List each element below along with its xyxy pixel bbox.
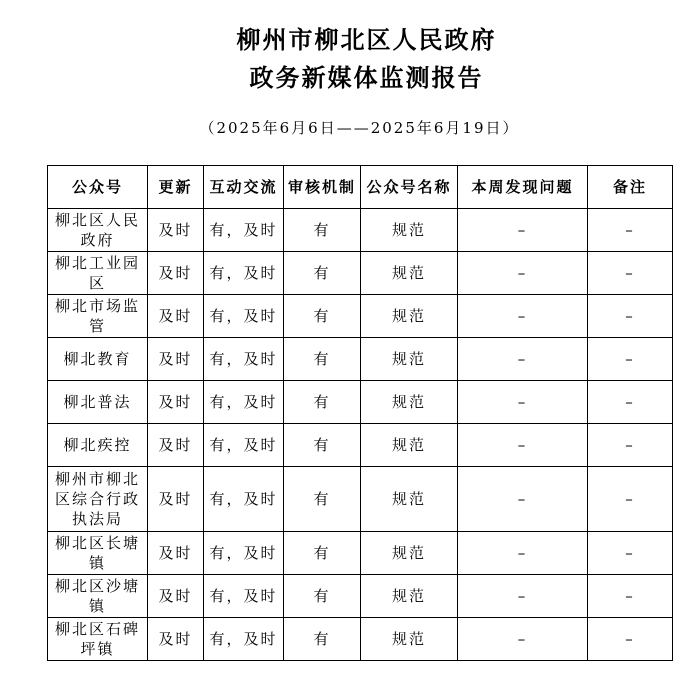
update-cell: 及时	[148, 467, 204, 532]
account-name-cell: 规范	[361, 467, 458, 532]
account-cell: 柳北疾控	[48, 424, 148, 467]
interaction-cell: 有，及时	[204, 424, 284, 467]
update-cell: 及时	[148, 209, 204, 252]
interaction-cell: 有，及时	[204, 575, 284, 618]
remarks-cell: –	[588, 209, 673, 252]
report-period: （2025年6月6日——2025年6月19日）	[199, 119, 520, 137]
table-row	[48, 381, 673, 424]
table-header	[48, 166, 673, 209]
interaction-cell: 有，及时	[204, 381, 284, 424]
review-cell: 有	[284, 381, 361, 424]
account-cell: 柳北区长塘镇	[48, 532, 148, 575]
account-cell: 柳北普法	[48, 381, 148, 424]
header-account: 公众号	[48, 166, 148, 209]
issues-cell: –	[458, 295, 588, 338]
account-cell: 柳北教育	[48, 338, 148, 381]
account-name-cell: 规范	[361, 295, 458, 338]
remarks-cell: –	[588, 532, 673, 575]
issues-cell: –	[458, 467, 588, 532]
table-row	[48, 338, 673, 381]
table-row	[48, 424, 673, 467]
update-cell: 及时	[148, 252, 204, 295]
remarks-cell: –	[588, 618, 673, 661]
account-name-cell: 规范	[361, 338, 458, 381]
interaction-cell: 有，及时	[204, 209, 284, 252]
review-cell: 有	[284, 424, 361, 467]
update-cell: 及时	[148, 424, 204, 467]
remarks-cell: –	[588, 295, 673, 338]
report-title-line1: 柳州市柳北区人民政府	[236, 25, 497, 54]
interaction-cell: 有，及时	[204, 295, 284, 338]
table-row	[48, 467, 673, 532]
account-name-cell: 规范	[361, 532, 458, 575]
table-header-row	[48, 166, 673, 209]
table-row	[48, 532, 673, 575]
header-account-name: 公众号名称	[361, 166, 458, 209]
issues-cell: –	[458, 424, 588, 467]
monitoring-table	[47, 165, 673, 661]
remarks-cell: –	[588, 338, 673, 381]
table-row	[48, 575, 673, 618]
issues-cell: –	[458, 209, 588, 252]
table-row	[48, 252, 673, 295]
header-review: 审核机制	[284, 166, 361, 209]
table-row	[48, 618, 673, 661]
account-cell: 柳北区石碑坪镇	[48, 618, 148, 661]
issues-cell: –	[458, 252, 588, 295]
update-cell: 及时	[148, 618, 204, 661]
update-cell: 及时	[148, 532, 204, 575]
interaction-cell: 有，及时	[204, 618, 284, 661]
account-name-cell: 规范	[361, 252, 458, 295]
remarks-cell: –	[588, 381, 673, 424]
remarks-cell: –	[588, 467, 673, 532]
account-cell: 柳州市柳北区综合行政执法局	[48, 467, 148, 532]
review-cell: 有	[284, 209, 361, 252]
account-name-cell: 规范	[361, 575, 458, 618]
header-remarks: 备注	[588, 166, 673, 209]
issues-cell: –	[458, 381, 588, 424]
review-cell: 有	[284, 295, 361, 338]
review-cell: 有	[284, 252, 361, 295]
remarks-cell: –	[588, 252, 673, 295]
issues-cell: –	[458, 618, 588, 661]
account-name-cell: 规范	[361, 618, 458, 661]
remarks-cell: –	[588, 424, 673, 467]
account-cell: 柳北区人民政府	[48, 209, 148, 252]
review-cell: 有	[284, 338, 361, 381]
account-name-cell: 规范	[361, 424, 458, 467]
issues-cell: –	[458, 575, 588, 618]
review-cell: 有	[284, 467, 361, 532]
account-cell: 柳北区沙塘镇	[48, 575, 148, 618]
review-cell: 有	[284, 575, 361, 618]
report-title-line2: 政务新媒体监测报告	[249, 63, 484, 92]
account-name-cell: 规范	[361, 381, 458, 424]
update-cell: 及时	[148, 381, 204, 424]
header-update: 更新	[148, 166, 204, 209]
update-cell: 及时	[148, 295, 204, 338]
issues-cell: –	[458, 532, 588, 575]
account-cell: 柳北工业园区	[48, 252, 148, 295]
update-cell: 及时	[148, 575, 204, 618]
account-cell: 柳北市场监管	[48, 295, 148, 338]
review-cell: 有	[284, 618, 361, 661]
interaction-cell: 有，及时	[204, 252, 284, 295]
remarks-cell: –	[588, 575, 673, 618]
update-cell: 及时	[148, 338, 204, 381]
header-interaction: 互动交流	[204, 166, 284, 209]
interaction-cell: 有，及时	[204, 467, 284, 532]
interaction-cell: 有，及时	[204, 338, 284, 381]
table-row	[48, 295, 673, 338]
table-row	[48, 209, 673, 252]
account-name-cell: 规范	[361, 209, 458, 252]
review-cell: 有	[284, 532, 361, 575]
header-issues: 本周发现问题	[458, 166, 588, 209]
interaction-cell: 有，及时	[204, 532, 284, 575]
table-body	[48, 209, 673, 661]
issues-cell: –	[458, 338, 588, 381]
